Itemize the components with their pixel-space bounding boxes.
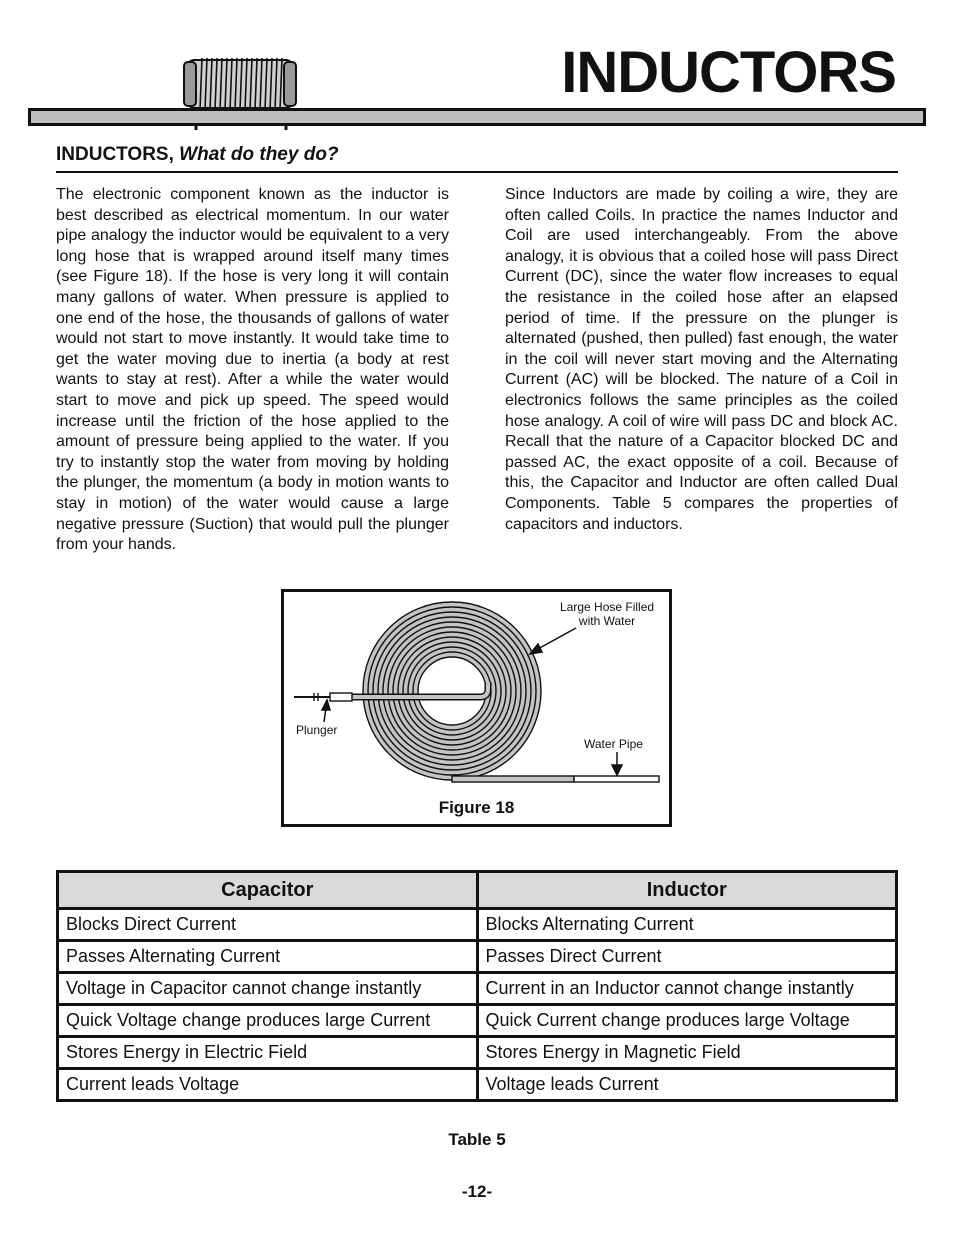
- inductor-cell: Passes Direct Current: [477, 941, 897, 973]
- hose-label-line2: with Water: [578, 614, 636, 628]
- inductor-cell: Current in an Inductor cannot change instantly: [477, 973, 897, 1005]
- header-rule: [28, 108, 926, 126]
- table-row: [58, 1037, 897, 1069]
- table-row: [58, 941, 897, 973]
- hose-label-line1: Large Hose Filled: [560, 600, 655, 614]
- comparison-table: [56, 870, 898, 1102]
- coiled-hose: [363, 602, 541, 780]
- capacitor-cell: Current leads Voltage: [58, 1069, 478, 1101]
- table-row: [58, 973, 897, 1005]
- table-row: [58, 1069, 897, 1101]
- capacitor-cell: Blocks Direct Current: [58, 909, 478, 941]
- page-title: INDUCTORS: [561, 40, 896, 105]
- inductor-cell: Voltage leads Current: [477, 1069, 897, 1101]
- section-heading-sub: What do they do?: [179, 144, 339, 165]
- plunger-label: Plunger: [296, 723, 338, 737]
- table-row: [58, 909, 897, 941]
- right-column-paragraph: Since Inductors are made by coiling a wire, they are often called Coils. In practice the names Inductor and Coil are used interchangeably. From the above analogy, it is obvious that a coiled hose will pass Direct Current (DC), since the water flow increases to equal the resistance in the coiled hose after an elapsed period of time. If the pressure on the plunger is alternated (pushed, then pulled) fast enough, the water in the coil will never start moving and the Alternating Current (AC) will be blocked. The nature of a Coil in electronics follows the same principles as the coiled hose analogy. A coil of wire will pass DC and block AC. Recall that the nature of a Capacitor blocked DC and passed AC, the exact opposite of a coil. Because of this, the Capacitor and Inductor are often called Dual Components. Table 5 compares the properties of capacitors and inductors.: [505, 186, 898, 533]
- capacitor-cell: Quick Voltage change produces large Current: [58, 1005, 478, 1037]
- table-caption: Table 5: [448, 1130, 506, 1149]
- capacitor-cell: Passes Alternating Current: [58, 941, 478, 973]
- water-pipe-label: Water Pipe: [584, 737, 643, 751]
- table-header-row: [58, 872, 897, 909]
- figure-18: [281, 589, 672, 827]
- inductor-cell: Blocks Alternating Current: [477, 909, 897, 941]
- capacitor-cell: Stores Energy in Electric Field: [58, 1037, 478, 1069]
- header-capacitor: Capacitor: [58, 872, 478, 909]
- section-heading-main: INDUCTORS,: [56, 144, 174, 165]
- section-heading: [56, 144, 898, 173]
- figure-caption: Figure 18: [438, 798, 515, 817]
- table-row: [58, 1005, 897, 1037]
- hose-label: [560, 600, 654, 628]
- capacitor-cell: Voltage in Capacitor cannot change instantly: [58, 973, 478, 1005]
- header-inductor: Inductor: [477, 872, 897, 909]
- inductor-cell: Quick Current change produces large Voltage: [477, 1005, 897, 1037]
- plunger: [294, 693, 352, 701]
- inductor-cell: Stores Energy in Magnetic Field: [477, 1037, 897, 1069]
- left-column-paragraph: The electronic component known as the inductor is best described as electrical momentum. In our water pipe analogy the inductor would be equivalent to a very long hose that is wrapped around itself many times (see Figure 18). If the hose is very long it will contain many gallons of water. When pressure is applied to one end of the hose, the thousands of gallons of water would not start to move instantly. It would take time to get the water moving due to inertia (a body at rest wants to stay at rest). After a while the water would start to move and pick up speed. The speed would increase until the friction of the hose applied to the amount of pressure being applied to the water. If you try to instantly stop the water from moving by holding the plunger, the momentum (a body in motion wants to stay in motion) of the water would cause a large negative pressure (Suction) that would pull the plunger from your hands.: [56, 186, 449, 554]
- page-number: -12-: [461, 1182, 493, 1201]
